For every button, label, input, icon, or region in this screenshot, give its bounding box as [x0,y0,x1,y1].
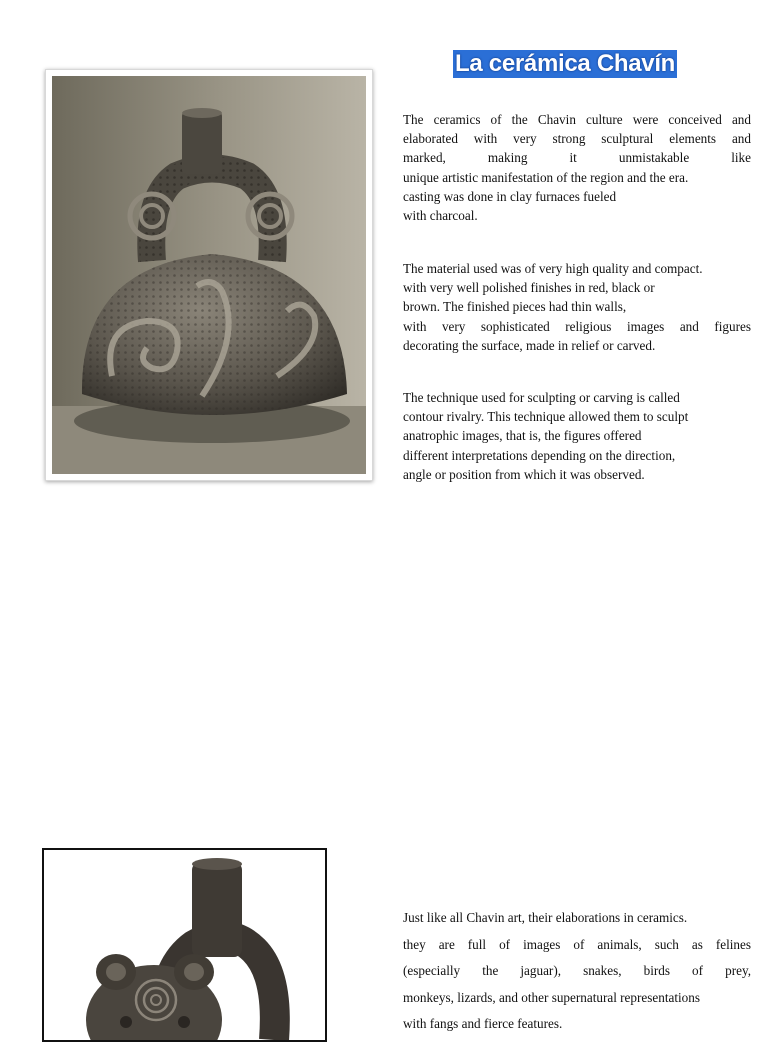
text-line: they are full of images of animals, such as felines [403,936,751,952]
text-line: The ceramics of the Chavin culture were conceived and [403,112,751,127]
ceramic-vessel-photo-2 [42,848,327,1042]
feline-vessel-image [44,850,325,1040]
text-line: marked, making it unmistakable like [403,150,751,166]
text-line: Just like all Chavin art, their elaborations in ceramics. [403,910,688,925]
paragraph-ceramics-intro [403,110,751,225]
text-line: The technique used for sculpting or carving is called [403,390,680,405]
text-line: The material used was of very high quality and compact. [403,261,703,276]
text-line: casting was done in clay furnaces fueled [403,188,617,204]
paragraph-technique [403,388,751,484]
text-line: elaborated with very strong sculptural elements and [403,131,751,147]
stirrup-spout-vessel-image [52,76,366,474]
text-line: with fangs and fierce features. [403,1016,563,1031]
paragraph-animal-imagery [403,905,751,1038]
text-line: different interpretations depending on the direction, [403,447,676,463]
text-line: unique artistic manifestation of the region and the era. [403,169,689,185]
text-line: monkeys, lizards, and other supernatural representations [403,989,700,1005]
page-title: La cerámica Chavín [455,50,676,77]
text-line: anatrophic images, that is, the figures offered [403,428,642,444]
text-line: with charcoal. [403,208,478,224]
ceramic-vessel-photo-1 [45,69,373,481]
text-line: with very well polished finishes in red, black or [403,280,655,296]
text-line: brown. The finished pieces had thin walls, [403,299,627,315]
text-line: decorating the surface, made in relief or carved. [403,337,656,353]
text-line: (especially the jaguar), snakes, birds of prey, [403,963,751,978]
text-line: with very sophisticated religious images and figures [403,318,751,334]
text-line: angle or position from which it was observed. [403,466,645,482]
paragraph-material [403,259,751,355]
text-line: contour rivalry. This technique allowed them to sculpt [403,409,689,425]
